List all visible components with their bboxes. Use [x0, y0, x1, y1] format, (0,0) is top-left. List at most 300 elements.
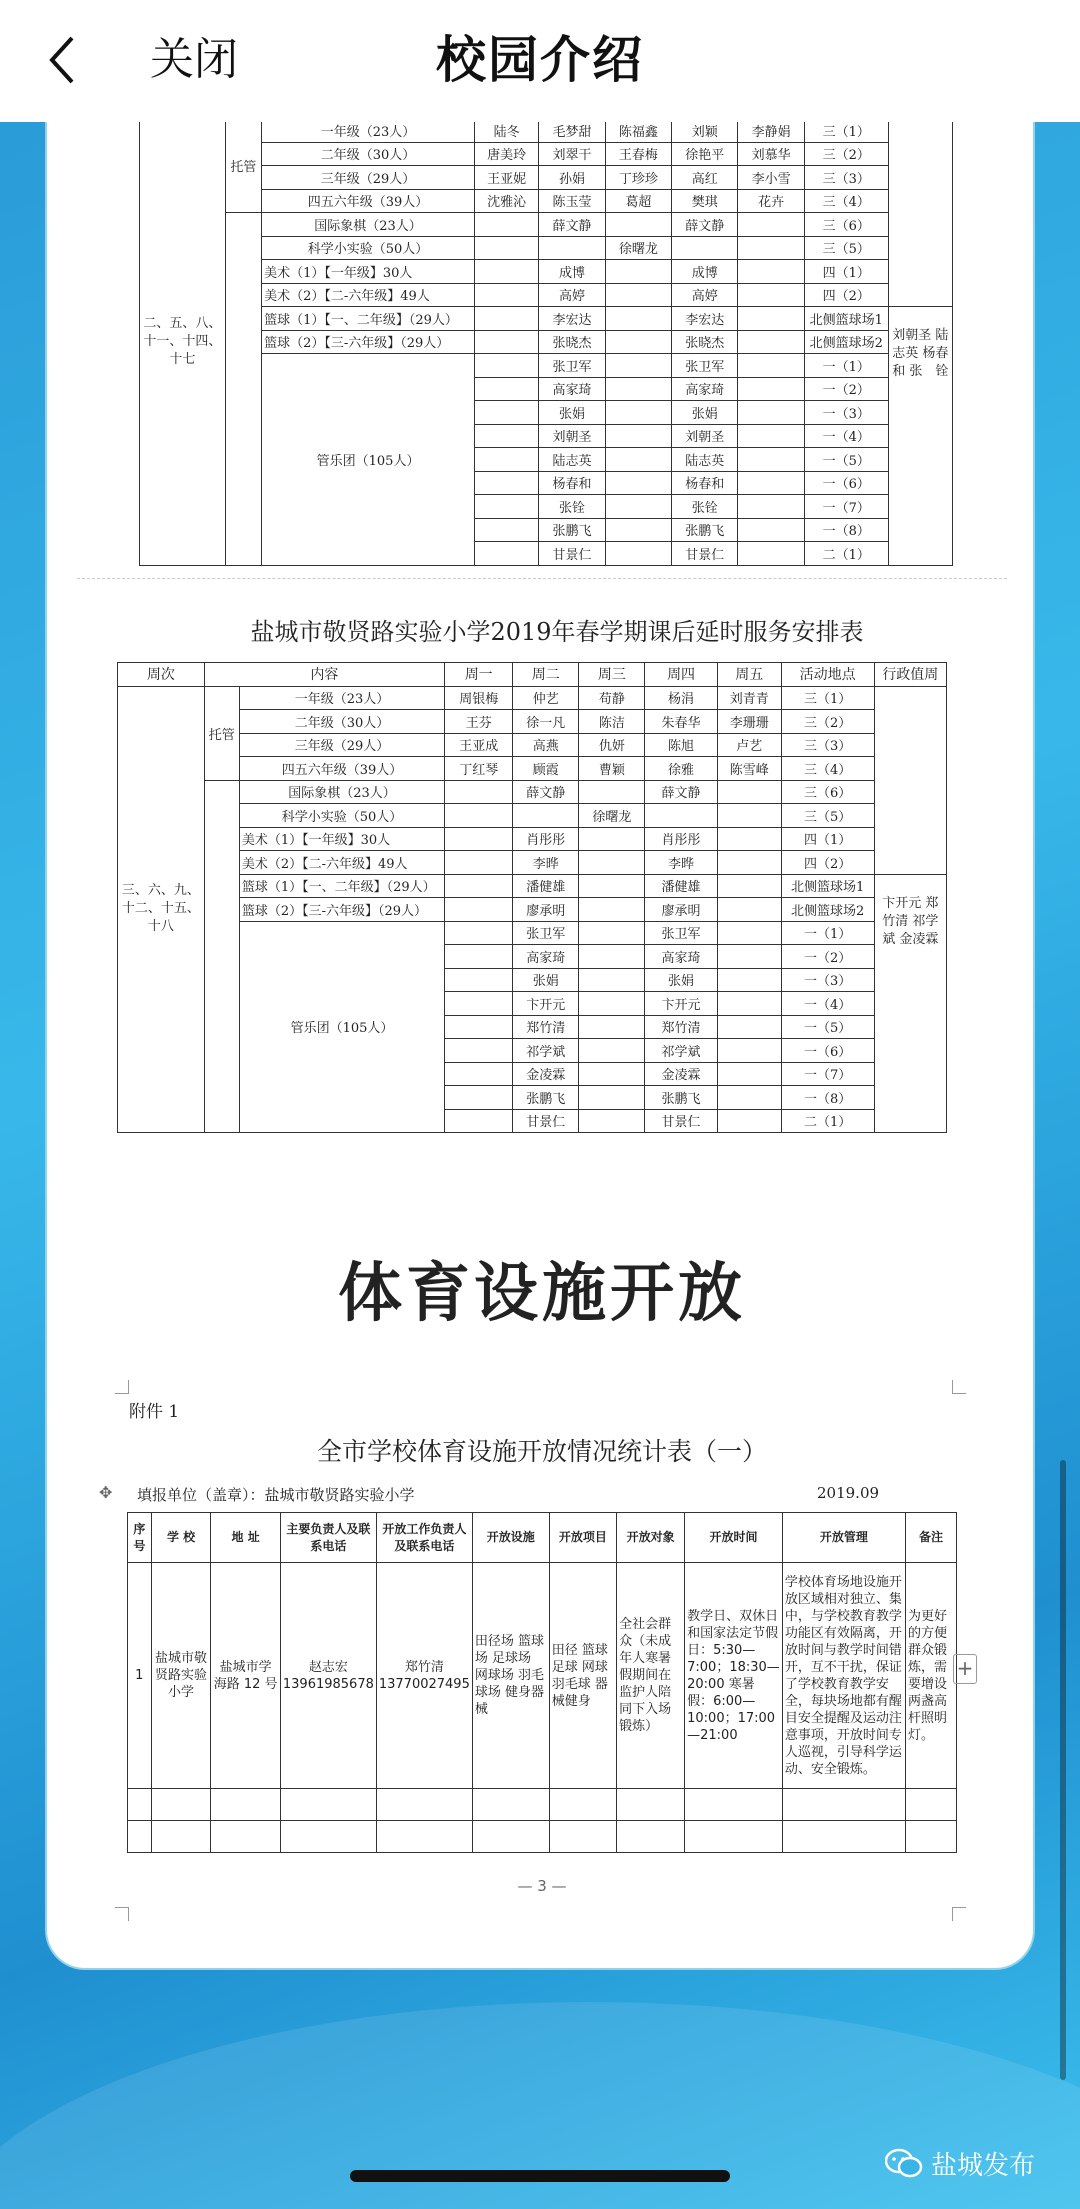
- column-header: 地 址: [211, 1513, 280, 1563]
- teacher-cell: [605, 401, 671, 425]
- teacher-cell: [579, 921, 645, 945]
- teacher-cell: [475, 448, 539, 472]
- activity-cell: 四五六年级（39人）: [239, 757, 444, 781]
- teacher-cell: 张卫军: [672, 354, 738, 378]
- teacher-cell: [717, 1062, 781, 1086]
- teacher-cell: 刘朝圣: [539, 424, 605, 448]
- teacher-cell: [717, 851, 781, 875]
- teacher-cell: [738, 283, 804, 307]
- location-cell: 二（1）: [781, 1109, 874, 1133]
- teacher-cell: 沈雅沁: [475, 189, 539, 213]
- table-row: [118, 898, 947, 922]
- table-row: [140, 260, 953, 284]
- admin-duty-cell: 刘朝圣 陆志英 杨春和 张 铨: [888, 307, 952, 566]
- teacher-cell: [579, 851, 645, 875]
- teacher-cell: [475, 260, 539, 284]
- table-row: [140, 122, 953, 142]
- table-row: [118, 804, 947, 828]
- activity-cell: 三年级（29人）: [239, 733, 444, 757]
- column-header: 开放对象: [617, 1513, 685, 1563]
- close-button[interactable]: 关闭: [150, 34, 238, 85]
- location-cell: 三（2）: [804, 142, 888, 166]
- teacher-cell: [445, 945, 513, 969]
- teacher-cell: 高婷: [539, 283, 605, 307]
- teacher-cell: 丁珍珍: [605, 166, 671, 190]
- teacher-cell: [445, 874, 513, 898]
- teacher-cell: [475, 542, 539, 566]
- teacher-cell: 孙娟: [539, 166, 605, 190]
- teacher-cell: 杨涓: [645, 686, 717, 710]
- table-row: [140, 307, 953, 331]
- teacher-cell: [475, 377, 539, 401]
- teacher-cell: 张卫军: [539, 354, 605, 378]
- fill-unit: 填报单位（盖章）：盐城市敬贤路实验小学: [137, 1486, 415, 1504]
- location-cell: 北侧篮球场2: [804, 330, 888, 354]
- facility-cell: 赵志宏 13961985678: [280, 1563, 376, 1789]
- teacher-cell: 甘景仁: [539, 542, 605, 566]
- teacher-cell: 郑竹清: [645, 1015, 717, 1039]
- teacher-cell: [605, 471, 671, 495]
- teacher-cell: [579, 874, 645, 898]
- facility-cell: 学校体育场地设施开放区域相对独立、集中，与学校教育教学功能区有效隔离，开放时间与教学时间错开，互不干扰，保证了学校教育教学安全，每块场地都有醒目安全提醒及运动注意事项，开放时间专人巡视，引导科学运动、安全锻炼。: [782, 1563, 905, 1789]
- band-cell: 管乐团（105人）: [239, 921, 444, 1133]
- teacher-cell: [605, 260, 671, 284]
- teacher-cell: 高红: [672, 166, 738, 190]
- column-header: 周一: [445, 663, 513, 687]
- teacher-cell: 甘景仁: [645, 1109, 717, 1133]
- teacher-cell: [717, 1109, 781, 1133]
- scrollbar[interactable]: [1060, 1460, 1066, 2080]
- teacher-cell: 李珊珊: [717, 710, 781, 734]
- location-cell: 北侧篮球场1: [781, 874, 874, 898]
- teacher-cell: [738, 330, 804, 354]
- teacher-cell: 刘青青: [717, 686, 781, 710]
- teacher-cell: 肖彤彤: [513, 827, 579, 851]
- teacher-cell: [475, 401, 539, 425]
- teacher-cell: 高婷: [672, 283, 738, 307]
- table-row: [140, 283, 953, 307]
- teacher-cell: 高家琦: [672, 377, 738, 401]
- location-cell: 一（5）: [781, 1015, 874, 1039]
- teacher-cell: 祁学斌: [513, 1039, 579, 1063]
- location-cell: 北侧篮球场1: [804, 307, 888, 331]
- teacher-cell: [475, 495, 539, 519]
- column-header: 开放管理: [782, 1513, 905, 1563]
- teacher-cell: 张卫军: [645, 921, 717, 945]
- column-header: 行政值周: [874, 663, 946, 687]
- teacher-cell: [579, 780, 645, 804]
- teacher-cell: [738, 448, 804, 472]
- teacher-cell: 张晓杰: [539, 330, 605, 354]
- location-cell: 三（3）: [781, 733, 874, 757]
- teacher-cell: 仲艺: [513, 686, 579, 710]
- activity-cell: 四五六年级（39人）: [262, 189, 475, 213]
- activity-cell: 篮球（2）【三-六年级】（29人）: [239, 898, 444, 922]
- activity-cell: 科学小实验（50人）: [262, 236, 475, 260]
- location-cell: 三（4）: [804, 189, 888, 213]
- table-row: [118, 686, 947, 710]
- teacher-cell: [475, 424, 539, 448]
- location-cell: 一（3）: [781, 968, 874, 992]
- teacher-cell: 葛超: [605, 189, 671, 213]
- week-cell: 三、六、九、十二、十五、十八: [118, 686, 205, 1133]
- teacher-cell: [717, 1015, 781, 1039]
- teacher-cell: 张娟: [539, 401, 605, 425]
- teacher-cell: [475, 283, 539, 307]
- page-number: — 3 —: [517, 1877, 567, 1895]
- teacher-cell: 刘朝圣: [672, 424, 738, 448]
- teacher-cell: [475, 354, 539, 378]
- teacher-cell: 李晔: [645, 851, 717, 875]
- teacher-cell: 潘健雄: [645, 874, 717, 898]
- table-row: [118, 874, 947, 898]
- teacher-cell: 李宏达: [539, 307, 605, 331]
- tuoguan-cell: 托管: [225, 122, 261, 213]
- wechat-icon: [885, 2148, 923, 2180]
- teacher-cell: [445, 992, 513, 1016]
- teacher-cell: [475, 330, 539, 354]
- teacher-cell: [717, 968, 781, 992]
- schedule-table-1: [139, 122, 953, 563]
- teacher-cell: 金凌霖: [513, 1062, 579, 1086]
- table-row: [118, 710, 947, 734]
- facility-cell: 郑竹清 13770027495: [376, 1563, 472, 1789]
- teacher-cell: 李小雪: [738, 166, 804, 190]
- teacher-cell: [717, 945, 781, 969]
- facility-cell: 盐城市敬贤路实验小学: [151, 1563, 211, 1789]
- teacher-cell: 张鹏飞: [513, 1086, 579, 1110]
- column-header: 主要负责人及联系电话: [280, 1513, 376, 1563]
- top-navigation-bar: [0, 0, 1080, 122]
- location-cell: 一（5）: [804, 448, 888, 472]
- teacher-cell: [579, 1062, 645, 1086]
- teacher-cell: [475, 307, 539, 331]
- teacher-cell: [605, 330, 671, 354]
- teacher-cell: 薛文静: [539, 213, 605, 237]
- teacher-cell: [717, 992, 781, 1016]
- teacher-cell: 甘景仁: [672, 542, 738, 566]
- teacher-cell: 成博: [672, 260, 738, 284]
- teacher-cell: [605, 542, 671, 566]
- facility-cell: 为更好的方便群众锻炼，需要增设两盏高杆照明灯。: [905, 1563, 956, 1789]
- teacher-cell: 杨春和: [672, 471, 738, 495]
- table3-title: 全市学校体育设施开放情况统计表（一）: [316, 1437, 767, 1466]
- teacher-cell: 卞开元: [645, 992, 717, 1016]
- location-cell: 一（2）: [781, 945, 874, 969]
- teacher-cell: 李宏达: [672, 307, 738, 331]
- teacher-cell: [738, 260, 804, 284]
- column-header: 开放时间: [685, 1513, 783, 1563]
- move-handle-icon[interactable]: ✥: [99, 1483, 113, 1502]
- teacher-cell: 陆冬: [475, 122, 539, 142]
- blank-cell: [204, 780, 239, 1133]
- teacher-cell: [738, 401, 804, 425]
- teacher-cell: 卞开元: [513, 992, 579, 1016]
- teacher-cell: 张娟: [645, 968, 717, 992]
- teacher-cell: [738, 377, 804, 401]
- teacher-cell: 成博: [539, 260, 605, 284]
- teacher-cell: [513, 804, 579, 828]
- teacher-cell: 张铨: [539, 495, 605, 519]
- crop-mark: [952, 1380, 966, 1394]
- teacher-cell: 刘颖: [672, 122, 738, 142]
- page-title: 校园介绍: [436, 31, 644, 89]
- teacher-cell: [717, 827, 781, 851]
- column-header: 开放项目: [549, 1513, 616, 1563]
- table2-title: 盐城市敬贤路实验小学2019年春学期课后延时服务安排表: [250, 618, 864, 646]
- teacher-cell: [445, 898, 513, 922]
- table-row: [118, 757, 947, 781]
- location-cell: 四（1）: [781, 827, 874, 851]
- teacher-cell: 周银梅: [445, 686, 513, 710]
- location-cell: 北侧篮球场2: [781, 898, 874, 922]
- section-heading: 体育设施开放: [338, 1257, 746, 1331]
- table-row: [140, 236, 953, 260]
- teacher-cell: [738, 518, 804, 542]
- location-cell: 四（2）: [804, 283, 888, 307]
- teacher-cell: 肖彤彤: [645, 827, 717, 851]
- teacher-cell: 徐曙龙: [605, 236, 671, 260]
- facility-cell: 1: [128, 1563, 152, 1789]
- teacher-cell: 刘翠干: [539, 142, 605, 166]
- column-header: 序号: [128, 1513, 152, 1563]
- teacher-cell: 徐艳平: [672, 142, 738, 166]
- teacher-cell: [475, 471, 539, 495]
- teacher-cell: 张娟: [513, 968, 579, 992]
- activity-cell: 一年级（23人）: [239, 686, 444, 710]
- tuoguan-cell: 托管: [204, 686, 239, 780]
- teacher-cell: 苟静: [579, 686, 645, 710]
- band-cell: 管乐团（105人）: [262, 354, 475, 566]
- teacher-cell: 唐美玲: [475, 142, 539, 166]
- teacher-cell: 陈旭: [645, 733, 717, 757]
- teacher-cell: 高家琦: [539, 377, 605, 401]
- teacher-cell: [579, 992, 645, 1016]
- teacher-cell: 顾霞: [513, 757, 579, 781]
- activity-cell: 一年级（23人）: [262, 122, 475, 142]
- teacher-cell: [605, 424, 671, 448]
- column-header: 开放工作负责人及联系电话: [376, 1513, 472, 1563]
- column-header: 周三: [579, 663, 645, 687]
- teacher-cell: 徐曙龙: [579, 804, 645, 828]
- column-header: 学 校: [151, 1513, 211, 1563]
- teacher-cell: 李晔: [513, 851, 579, 875]
- teacher-cell: [445, 1062, 513, 1086]
- teacher-cell: [445, 1039, 513, 1063]
- teacher-cell: 樊琪: [672, 189, 738, 213]
- teacher-cell: [605, 377, 671, 401]
- teacher-cell: 陈玉莹: [539, 189, 605, 213]
- teacher-cell: [738, 354, 804, 378]
- teacher-cell: 李静娟: [738, 122, 804, 142]
- sheet-divider: [77, 578, 1007, 579]
- location-cell: 四（1）: [804, 260, 888, 284]
- teacher-cell: 王芬: [445, 710, 513, 734]
- table-row: [118, 780, 947, 804]
- location-cell: 一（8）: [804, 518, 888, 542]
- table-row: [118, 827, 947, 851]
- brand-badge: [885, 2145, 1035, 2182]
- table-row: [140, 142, 953, 166]
- teacher-cell: [579, 827, 645, 851]
- teacher-cell: [579, 968, 645, 992]
- teacher-cell: 陈洁: [579, 710, 645, 734]
- column-header: 开放设施: [472, 1513, 549, 1563]
- teacher-cell: [738, 236, 804, 260]
- column-header: 周二: [513, 663, 579, 687]
- teacher-cell: 潘健雄: [513, 874, 579, 898]
- location-cell: 一（6）: [804, 471, 888, 495]
- facility-cell: 田径场 篮球场 足球场 网球场 羽毛球场 健身器械: [472, 1563, 549, 1789]
- teacher-cell: 徐雅: [645, 757, 717, 781]
- document-card[interactable]: [45, 122, 1035, 1970]
- teacher-cell: [445, 921, 513, 945]
- teacher-cell: [539, 236, 605, 260]
- teacher-cell: [445, 827, 513, 851]
- teacher-cell: [475, 236, 539, 260]
- column-header: 活动地点: [781, 663, 874, 687]
- teacher-cell: 廖承明: [645, 898, 717, 922]
- table-row: [140, 330, 953, 354]
- teacher-cell: 薛文静: [513, 780, 579, 804]
- teacher-cell: [717, 1086, 781, 1110]
- teacher-cell: 高家琦: [645, 945, 717, 969]
- activity-cell: 二年级（30人）: [262, 142, 475, 166]
- teacher-cell: [605, 213, 671, 237]
- teacher-cell: 陈雪峰: [717, 757, 781, 781]
- teacher-cell: [605, 283, 671, 307]
- location-cell: 一（3）: [804, 401, 888, 425]
- location-cell: 一（4）: [804, 424, 888, 448]
- location-cell: 一（4）: [781, 992, 874, 1016]
- teacher-cell: 卢艺: [717, 733, 781, 757]
- blank-cell: [225, 213, 261, 566]
- teacher-cell: 张铨: [672, 495, 738, 519]
- teacher-cell: [605, 307, 671, 331]
- facility-cell: 田径 篮球 足球 网球 羽毛球 器械健身: [549, 1563, 616, 1789]
- location-cell: 三（2）: [781, 710, 874, 734]
- teacher-cell: 金凌霖: [645, 1062, 717, 1086]
- location-cell: 三（5）: [781, 804, 874, 828]
- teacher-cell: 高家琦: [513, 945, 579, 969]
- location-cell: 一（6）: [781, 1039, 874, 1063]
- teacher-cell: 王亚成: [445, 733, 513, 757]
- teacher-cell: 陆志英: [539, 448, 605, 472]
- column-header: 周四: [645, 663, 717, 687]
- teacher-cell: 张卫军: [513, 921, 579, 945]
- activity-cell: 科学小实验（50人）: [239, 804, 444, 828]
- activity-cell: 美术（1）【一年级】30人: [239, 827, 444, 851]
- location-cell: 一（2）: [804, 377, 888, 401]
- location-cell: 三（5）: [804, 236, 888, 260]
- table-row: [118, 921, 947, 945]
- teacher-cell: 朱春华: [645, 710, 717, 734]
- teacher-cell: 王春梅: [605, 142, 671, 166]
- column-header: 内容: [204, 663, 444, 687]
- teacher-cell: 薛文静: [645, 780, 717, 804]
- teacher-cell: [605, 495, 671, 519]
- teacher-cell: [717, 804, 781, 828]
- teacher-cell: [738, 471, 804, 495]
- teacher-cell: [738, 542, 804, 566]
- home-indicator[interactable]: [350, 2170, 730, 2182]
- teacher-cell: [579, 945, 645, 969]
- teacher-cell: 张鹏飞: [645, 1086, 717, 1110]
- location-cell: 一（7）: [781, 1062, 874, 1086]
- location-cell: 三（1）: [804, 122, 888, 142]
- report-date: 2019.09: [817, 1484, 880, 1502]
- facility-table: [127, 1512, 957, 1853]
- teacher-cell: 杨春和: [539, 471, 605, 495]
- teacher-cell: 毛梦甜: [539, 122, 605, 142]
- teacher-cell: [605, 448, 671, 472]
- activity-cell: 篮球（1）【一、二年级】（29人）: [239, 874, 444, 898]
- teacher-cell: [717, 1039, 781, 1063]
- brand-name: 盐城发布: [931, 2151, 1036, 2181]
- teacher-cell: [579, 1015, 645, 1039]
- admin-empty-cell: [888, 122, 952, 307]
- teacher-cell: [579, 1109, 645, 1133]
- table-row: [118, 851, 947, 875]
- week-cell: 二、五、八、十一、十四、十七: [140, 122, 226, 565]
- facility-cell: 盐城市学海路 12 号: [211, 1563, 280, 1789]
- teacher-cell: [445, 1015, 513, 1039]
- teacher-cell: [445, 780, 513, 804]
- teacher-cell: [579, 1086, 645, 1110]
- activity-cell: 二年级（30人）: [239, 710, 444, 734]
- crop-mark: [115, 1380, 129, 1394]
- location-cell: 三（6）: [804, 213, 888, 237]
- table-row: [140, 166, 953, 190]
- admin-empty-cell: [874, 686, 946, 874]
- teacher-cell: [475, 518, 539, 542]
- location-cell: 二（1）: [804, 542, 888, 566]
- table-row: [118, 733, 947, 757]
- teacher-cell: 廖承明: [513, 898, 579, 922]
- teacher-cell: [645, 804, 717, 828]
- activity-cell: 美术（2）【二-六年级】49人: [262, 283, 475, 307]
- teacher-cell: [738, 307, 804, 331]
- facility-cell: 教学日、双休日和国家法定节假日：5:30—7:00；18:30—20:00 寒暑假：6:00—10:00；17:00—21:00: [685, 1563, 783, 1789]
- add-column-button[interactable]: +: [953, 1654, 977, 1684]
- teacher-cell: 张晓杰: [672, 330, 738, 354]
- teacher-cell: 陆志英: [672, 448, 738, 472]
- teacher-cell: 王亚妮: [475, 166, 539, 190]
- teacher-cell: 花卉: [738, 189, 804, 213]
- attachment-label: 附件 1: [129, 1402, 180, 1422]
- activity-cell: 国际象棋（23人）: [239, 780, 444, 804]
- location-cell: 一（7）: [804, 495, 888, 519]
- admin-duty-cell: 卞开元 郑竹清 祁学斌 金凌霖: [874, 874, 946, 1133]
- teacher-cell: 刘慕华: [738, 142, 804, 166]
- location-cell: 一（1）: [804, 354, 888, 378]
- column-header: 周五: [717, 663, 781, 687]
- activity-cell: 篮球（1）【一、二年级】（29人）: [262, 307, 475, 331]
- location-cell: 三（3）: [804, 166, 888, 190]
- teacher-cell: [738, 424, 804, 448]
- teacher-cell: [445, 851, 513, 875]
- teacher-cell: 张娟: [672, 401, 738, 425]
- teacher-cell: 祁学斌: [645, 1039, 717, 1063]
- teacher-cell: 张鹏飞: [539, 518, 605, 542]
- teacher-cell: 张鹏飞: [672, 518, 738, 542]
- teacher-cell: [445, 1086, 513, 1110]
- schedule-table-2: [117, 662, 947, 1133]
- activity-cell: 三年级（29人）: [262, 166, 475, 190]
- crop-mark: [115, 1907, 129, 1921]
- teacher-cell: [445, 968, 513, 992]
- teacher-cell: 仇妍: [579, 733, 645, 757]
